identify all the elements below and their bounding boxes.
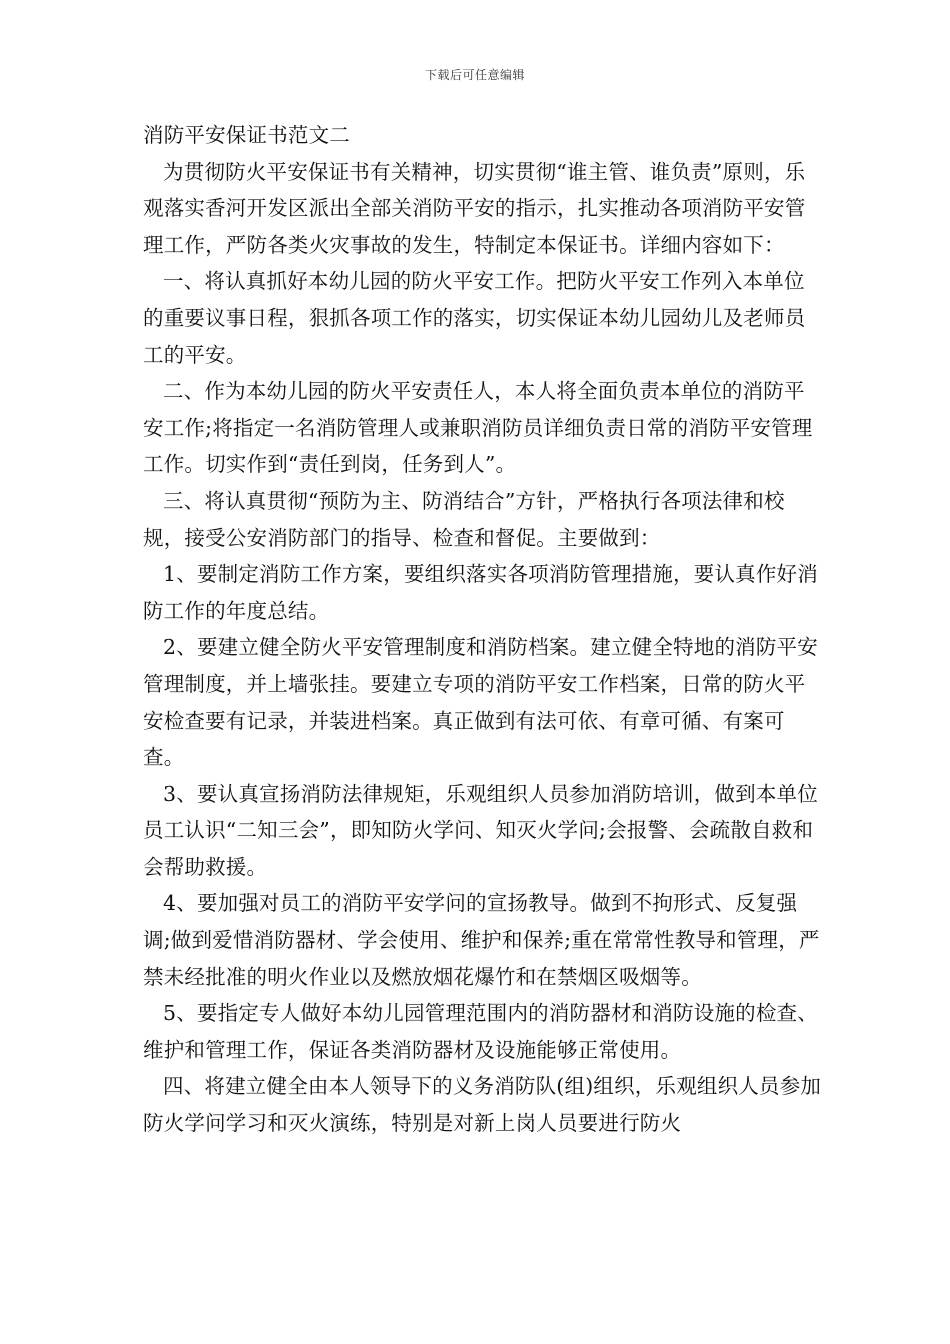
paragraph-section-3: 三、将认真贯彻“预防为主、防消结合”方针，严格执行各项法律和校规，接受公安消防部门的指导、检查和督促。主要做到： <box>143 488 785 550</box>
paragraph-intro: 为贯彻防火平安保证书有关精神，切实贯彻“谁主管、谁负责”原则，乐观落实香河开发区派出全部关消防平安的指示，扎实推动各项消防平安管理工作，严防各类火灾事故的发生，特制定本保证书。详细内容如下： <box>143 159 806 257</box>
paragraph-item-5: 5、要指定专人做好本幼儿园管理范围内的消防器材和消防设施的检查、维护和管理工作，保证各类消防器材及设施能够正常使用。 <box>143 1001 818 1062</box>
paragraph-item-4: 4、要加强对员工的消防平安学问的宣扬教导。做到不拘形式、反复强调;做到爱惜消防器材、学会使用、维护和保养;重在常常性教导和管理，严禁未经批准的明火作业以及燃放烟花爆竹和在禁烟区吸烟等。 <box>143 891 820 989</box>
paragraph-item-1: 1、要制定消防工作方案，要组织落实各项消防管理措施，要认真作好消防工作的年度总结。 <box>143 562 818 623</box>
paragraph-section-4: 四、将建立健全由本人领导下的义务消防队(组)组织，乐观组织人员参加防火学问学习和灭火演练，特别是对新上岗人员要进行防火 <box>143 1074 822 1136</box>
page-header: 下载后可任意编辑 <box>424 68 525 82</box>
document-title: 消防平安保证书范文二 <box>143 123 350 147</box>
paragraph-section-2: 二、作为本幼儿园的防火平安责任人，本人将全面负责本单位的消防平安工作;将指定一名消防管理人或兼职消防员详细负责日常的消防平安管理工作。切实作到“责任到岗，任务到人”。 <box>143 379 813 477</box>
paragraph-item-2: 2、要建立健全防火平安管理制度和消防档案。建立健全特地的消防平安管理制度，并上墙张挂。要建立专项的消防平安工作档案，日常的防火平安检查要有记录，并装进档案。真正做到有法可依、有章可循、有案可查。 <box>143 635 818 770</box>
document-body <box>143 117 825 1142</box>
paragraph-section-1: 一、将认真抓好本幼儿园的防火平安工作。把防火平安工作列入本单位的重要议事日程，狠抓各项工作的落实，切实保证本幼儿园幼儿及老师员工的平安。 <box>143 269 806 367</box>
paragraph-item-3: 3、要认真宣扬消防法律规矩，乐观组织人员参加消防培训，做到本单位员工认识“二知三会”，即知防火学问、知灭火学问;会报警、会疏散自救和会帮助救援。 <box>143 781 818 879</box>
